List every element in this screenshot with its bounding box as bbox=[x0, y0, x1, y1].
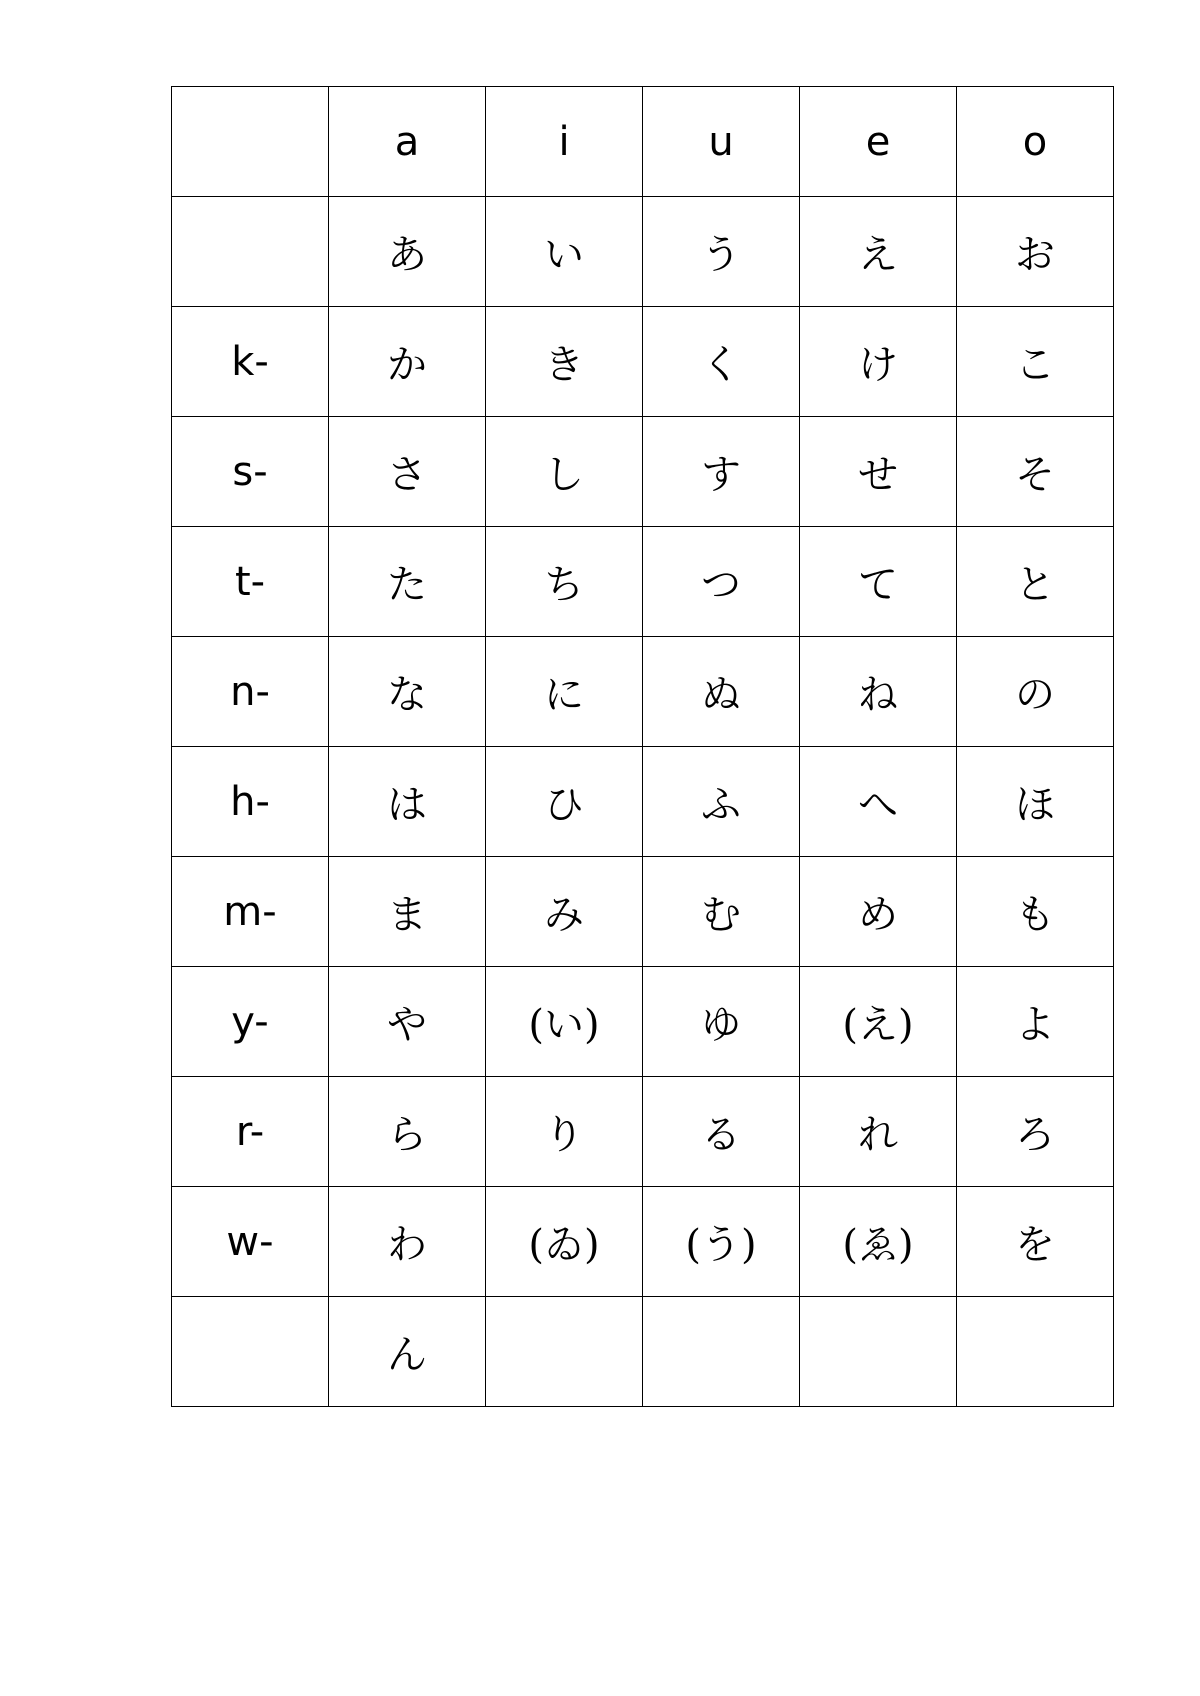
kana-cell: こ bbox=[957, 307, 1114, 417]
vowel-header-u: u bbox=[643, 87, 800, 197]
kana-cell: れ bbox=[800, 1077, 957, 1187]
kana-cell: (え) bbox=[800, 967, 957, 1077]
kana-cell: に bbox=[486, 637, 643, 747]
corner-cell bbox=[172, 87, 329, 197]
kana-cell: う bbox=[643, 197, 800, 307]
table-row bbox=[172, 747, 1114, 857]
kana-cell: よ bbox=[957, 967, 1114, 1077]
row-label: r- bbox=[172, 1077, 329, 1187]
kana-cell: (ゐ) bbox=[486, 1187, 643, 1297]
vowel-header-i: i bbox=[486, 87, 643, 197]
kana-cell: へ bbox=[800, 747, 957, 857]
kana-cell: む bbox=[643, 857, 800, 967]
table-row bbox=[172, 637, 1114, 747]
row-label: s- bbox=[172, 417, 329, 527]
kana-cell: ま bbox=[329, 857, 486, 967]
kana-cell bbox=[486, 1297, 643, 1407]
kana-cell: け bbox=[800, 307, 957, 417]
kana-cell: い bbox=[486, 197, 643, 307]
vowel-header-a: a bbox=[329, 87, 486, 197]
kana-cell: ち bbox=[486, 527, 643, 637]
kana-cell: え bbox=[800, 197, 957, 307]
table-row bbox=[172, 857, 1114, 967]
kana-cell bbox=[957, 1297, 1114, 1407]
kana-cell: も bbox=[957, 857, 1114, 967]
kana-cell: ぬ bbox=[643, 637, 800, 747]
table-row bbox=[172, 967, 1114, 1077]
kana-cell: せ bbox=[800, 417, 957, 527]
kana-cell bbox=[643, 1297, 800, 1407]
kana-cell: ひ bbox=[486, 747, 643, 857]
kana-cell: ね bbox=[800, 637, 957, 747]
kana-cell: や bbox=[329, 967, 486, 1077]
row-label: h- bbox=[172, 747, 329, 857]
row-label: t- bbox=[172, 527, 329, 637]
table-row bbox=[172, 307, 1114, 417]
table-row bbox=[172, 197, 1114, 307]
kana-cell: は bbox=[329, 747, 486, 857]
row-label: y- bbox=[172, 967, 329, 1077]
vowel-header-e: e bbox=[800, 87, 957, 197]
table-row bbox=[172, 1077, 1114, 1187]
kana-cell: く bbox=[643, 307, 800, 417]
kana-cell bbox=[800, 1297, 957, 1407]
kana-cell: な bbox=[329, 637, 486, 747]
kana-cell: (い) bbox=[486, 967, 643, 1077]
row-label: m- bbox=[172, 857, 329, 967]
kana-cell: (う) bbox=[643, 1187, 800, 1297]
kana-cell: あ bbox=[329, 197, 486, 307]
kana-cell: つ bbox=[643, 527, 800, 637]
table-row bbox=[172, 1297, 1114, 1407]
kana-cell: し bbox=[486, 417, 643, 527]
header-row bbox=[172, 87, 1114, 197]
table-row bbox=[172, 1187, 1114, 1297]
kana-cell: ゆ bbox=[643, 967, 800, 1077]
kana-cell: わ bbox=[329, 1187, 486, 1297]
row-label bbox=[172, 1297, 329, 1407]
kana-cell: き bbox=[486, 307, 643, 417]
kana-cell: と bbox=[957, 527, 1114, 637]
row-label bbox=[172, 197, 329, 307]
row-label: w- bbox=[172, 1187, 329, 1297]
hiragana-table bbox=[171, 86, 1114, 1407]
kana-cell: り bbox=[486, 1077, 643, 1187]
table-row bbox=[172, 417, 1114, 527]
row-label: n- bbox=[172, 637, 329, 747]
vowel-header-o: o bbox=[957, 87, 1114, 197]
kana-cell: ら bbox=[329, 1077, 486, 1187]
kana-cell: (ゑ) bbox=[800, 1187, 957, 1297]
kana-cell: ろ bbox=[957, 1077, 1114, 1187]
kana-cell: て bbox=[800, 527, 957, 637]
kana-cell: か bbox=[329, 307, 486, 417]
kana-cell: の bbox=[957, 637, 1114, 747]
kana-cell: お bbox=[957, 197, 1114, 307]
kana-cell: ほ bbox=[957, 747, 1114, 857]
kana-cell: ん bbox=[329, 1297, 486, 1407]
kana-cell: さ bbox=[329, 417, 486, 527]
kana-cell: た bbox=[329, 527, 486, 637]
kana-cell: ふ bbox=[643, 747, 800, 857]
kana-cell: を bbox=[957, 1187, 1114, 1297]
row-label: k- bbox=[172, 307, 329, 417]
kana-cell: み bbox=[486, 857, 643, 967]
kana-cell: る bbox=[643, 1077, 800, 1187]
kana-cell: め bbox=[800, 857, 957, 967]
kana-cell: そ bbox=[957, 417, 1114, 527]
kana-cell: す bbox=[643, 417, 800, 527]
table-row bbox=[172, 527, 1114, 637]
